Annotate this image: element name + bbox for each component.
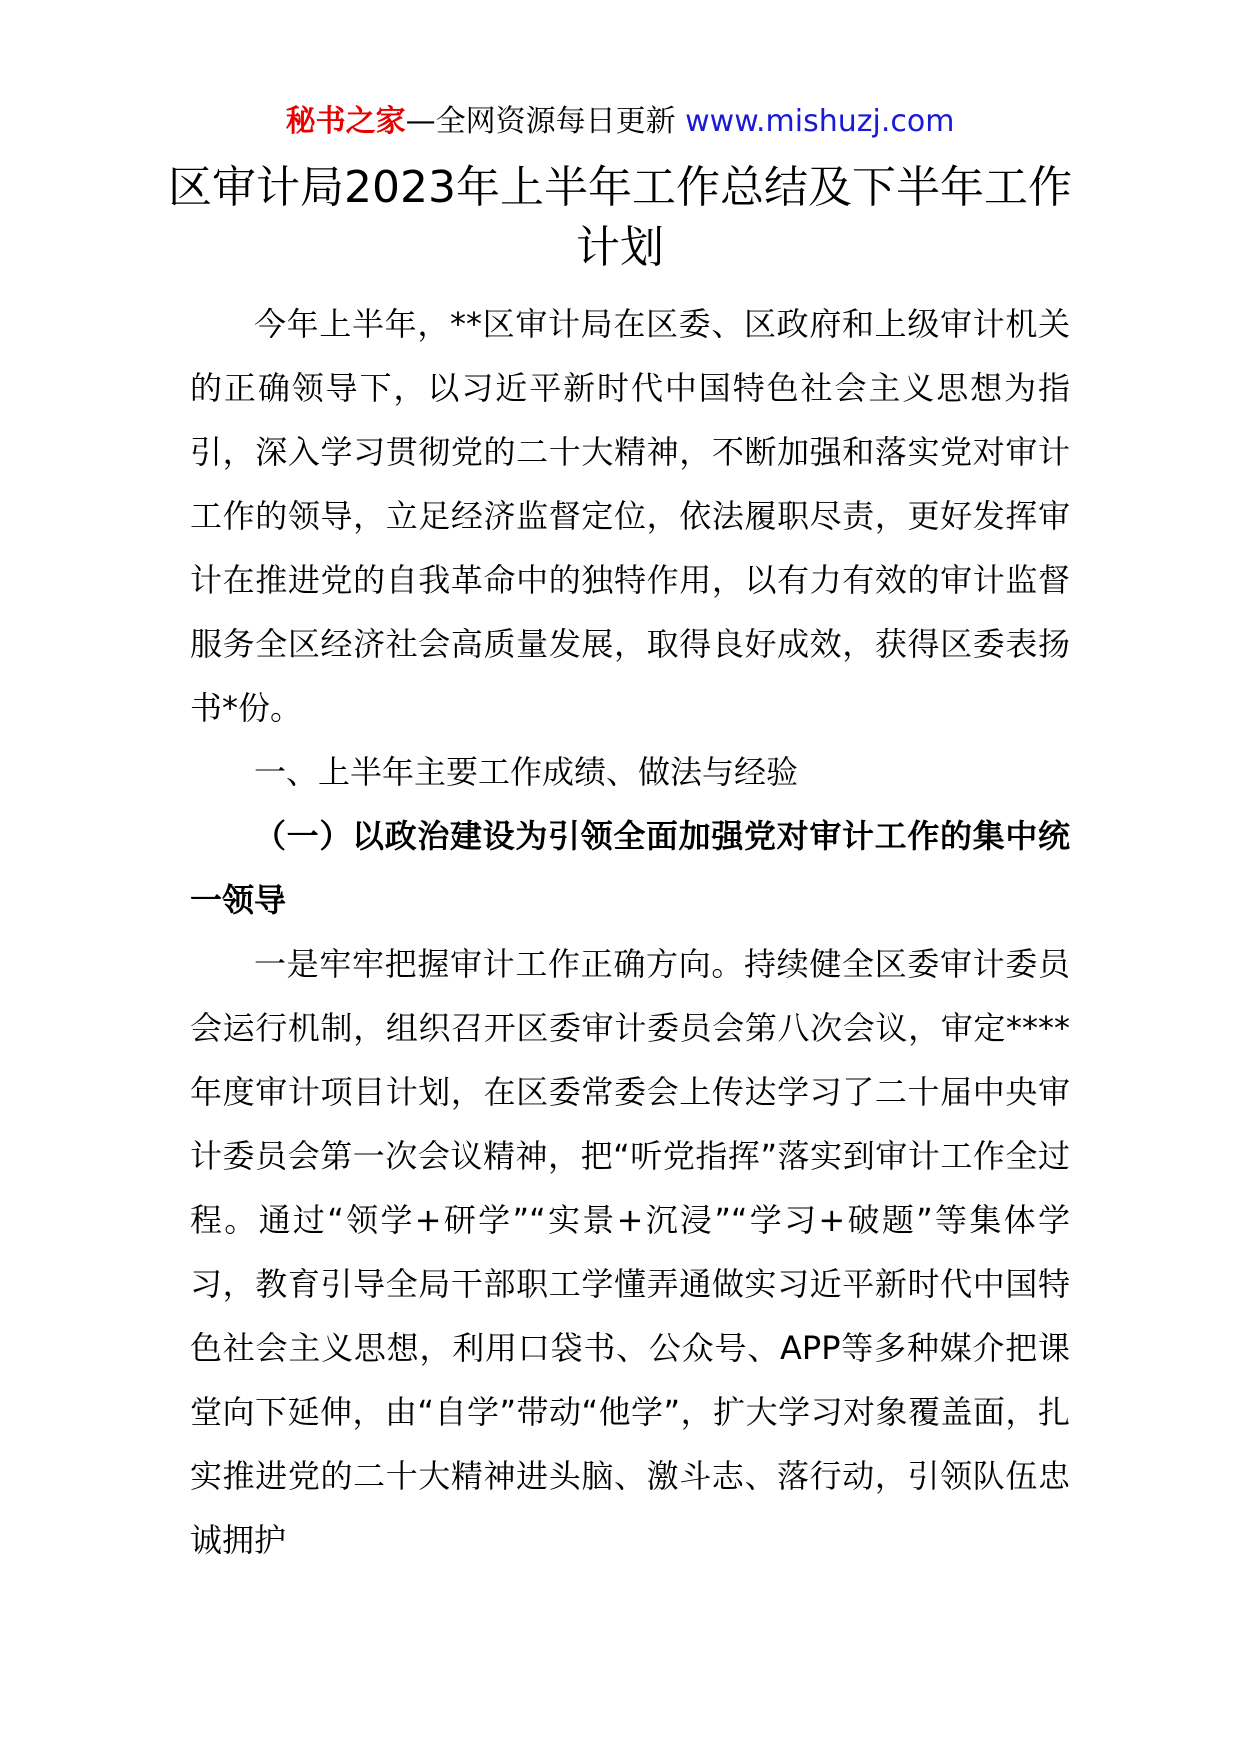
brand-name[interactable]: 秘书之家 bbox=[285, 104, 406, 139]
body-paragraph: 一是牢牢把握审计工作正确方向。持续健全区委审计委员会运行机制，组织召开区委审计委员会第八次会议，审定****年度审计项目计划，在区委常委会上传达学习了二十届中央审计委员会第一次会议精神，把“听党指挥”落实到审计工作全过程。通过“领学+研学”“实景+沉浸”“学习+破题”等集体学习，教育引导全局干部职工学懂弄通做实习近平新时代中国特色社会主义思想，利用口袋书、公众号、APP等多种媒介把课堂向下延伸，由“自学”带动“他学”，扩大学习对象覆盖面，扎实推进党的二十大精神进头脑、激斗志、落行动，引领队伍忠诚拥护 bbox=[190, 945, 1070, 1559]
subsection-heading-1: （一）以政治建设为引领全面加强党对审计工作的集中统一领导 bbox=[190, 817, 1070, 919]
site-url-link[interactable]: www.mishuzj.com bbox=[685, 104, 955, 139]
document-body bbox=[190, 292, 1070, 1572]
site-tagline: —全网资源每日更新 bbox=[405, 104, 676, 139]
section-heading-1: 一、上半年主要工作成绩、做法与经验 bbox=[254, 753, 799, 791]
intro-paragraph: 今年上半年，**区审计局在区委、区政府和上级审计机关的正确领导下，以习近平新时代中国特色社会主义思想为指引，深入学习贯彻党的二十大精神，不断加强和落实党对审计工作的领导，立足经济监督定位，依法履职尽责，更好发挥审计在推进党的自我革命中的独特作用，以有力有效的审计监督服务全区经济社会高质量发展，取得良好成效，获得区委表扬书*份。 bbox=[190, 305, 1070, 727]
document-title: 区审计局2023年上半年工作总结及下半年工作计划 bbox=[168, 162, 1072, 273]
site-header bbox=[0, 100, 1240, 144]
